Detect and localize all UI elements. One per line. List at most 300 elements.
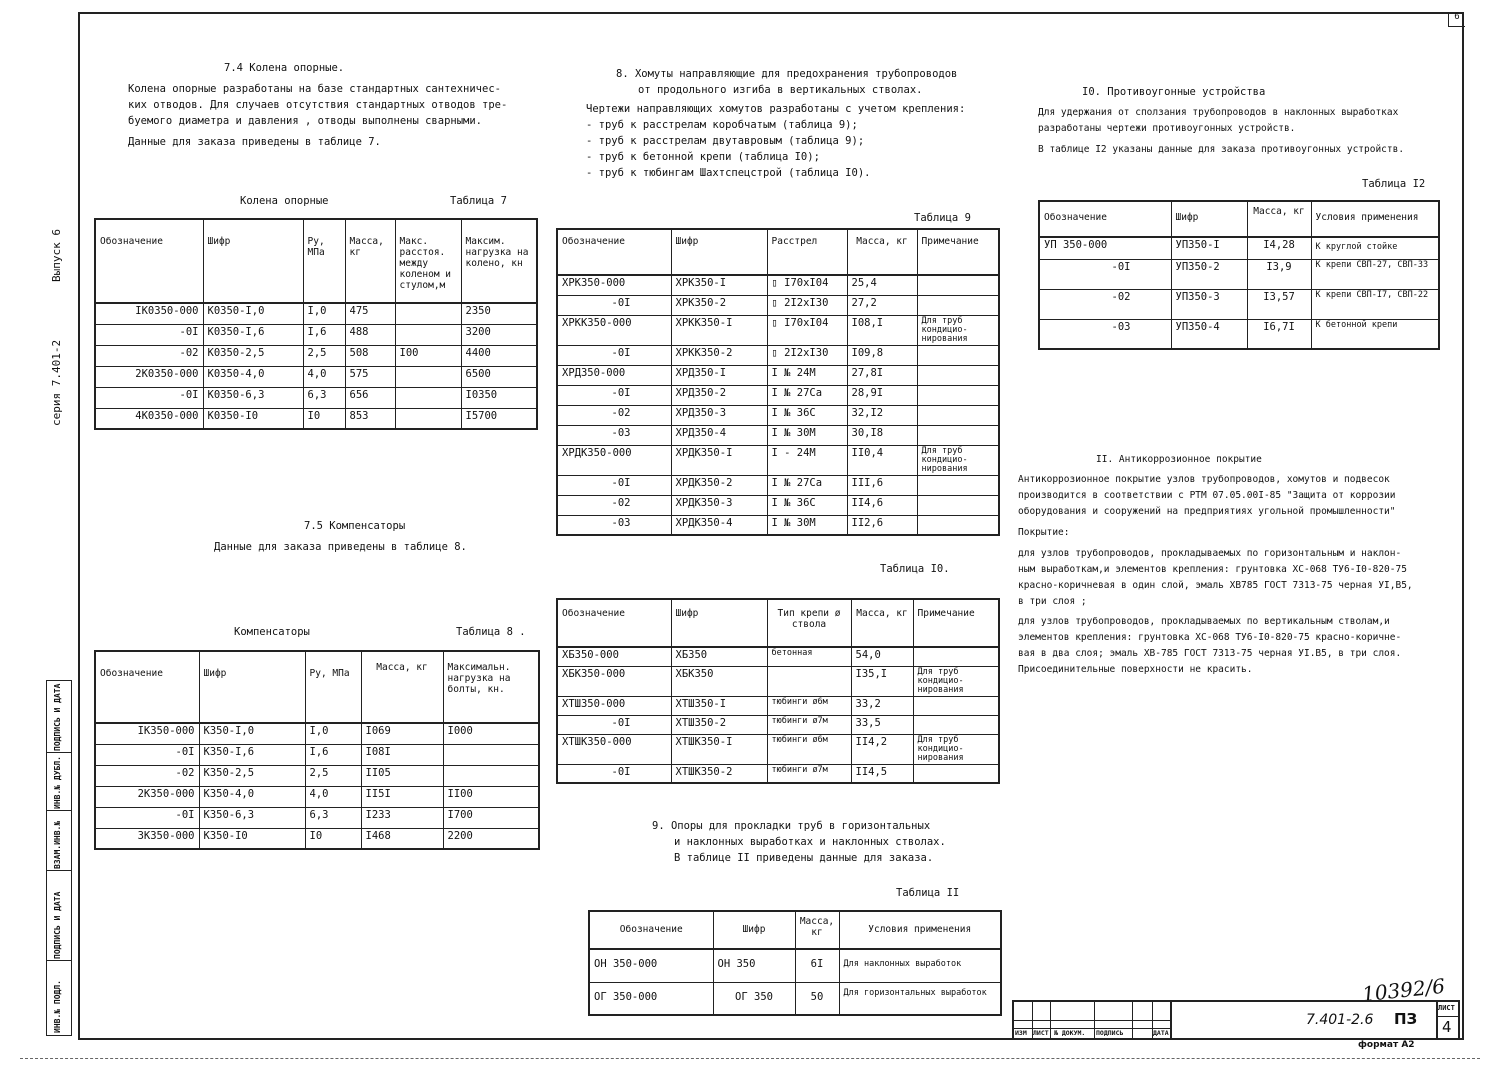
table-cell: Для труб кондицио-нирования xyxy=(917,315,999,345)
table8-header: Шифр xyxy=(199,651,305,723)
table-cell: XPД350-2 xyxy=(671,385,767,405)
table-cell xyxy=(395,387,461,408)
table-cell: 2K0350-000 xyxy=(95,366,203,387)
table-10 xyxy=(556,598,1000,784)
table-row xyxy=(95,366,537,387)
table-cell: УП350-4 xyxy=(1171,319,1247,349)
section-11-line: красно-коричневая в один слой, эмаль ХВ785 ГОСТ 7313-75 черная УI,В5, xyxy=(1018,580,1413,591)
table12-number: Таблица I2 xyxy=(1362,178,1426,190)
section-9-line: В таблице II приведены данные для заказа. xyxy=(674,852,934,864)
table-cell: II4,6 xyxy=(847,495,917,515)
table-cell: -0I xyxy=(557,715,671,734)
table-cell: 853 xyxy=(345,408,395,429)
section-10-line: разработаны чертежи противоугонных устройств. xyxy=(1038,123,1296,134)
table-cell: 6,3 xyxy=(303,387,345,408)
stamp-label: ИНВ.№ ДУБЛ. xyxy=(53,756,62,809)
table-cell xyxy=(917,405,999,425)
table-cell xyxy=(443,765,539,786)
table-cell: III,6 xyxy=(847,475,917,495)
table-row xyxy=(557,425,999,445)
table-cell: К бетонной крепи xyxy=(1311,319,1439,349)
table-row xyxy=(557,295,999,315)
table-cell: I468 xyxy=(361,828,443,849)
table-cell: II5I xyxy=(361,786,443,807)
table-cell: -02 xyxy=(95,345,203,366)
section-11-title: II. Антикоррозионное покрытие xyxy=(1096,454,1262,465)
title-block xyxy=(1012,1000,1460,1040)
table8-number: Таблица 8 . xyxy=(456,626,526,638)
table11-header: Условия применения xyxy=(839,911,1001,949)
table-cell: I № 36C xyxy=(767,495,847,515)
table-cell: K0350-4,0 xyxy=(203,366,303,387)
table-cell: 6500 xyxy=(461,366,537,387)
table-cell: 2350 xyxy=(461,303,537,324)
table-cell: XPKK350-2 xyxy=(671,345,767,365)
table-cell: 3200 xyxy=(461,324,537,345)
table11-header: Обозначение xyxy=(589,911,713,949)
table-cell xyxy=(917,495,999,515)
table8-header: Максимальн. нагрузка на болты, кн. xyxy=(443,651,539,723)
section-11-line: для узлов трубопроводов, прокладываемых по вертикальным стволам,и xyxy=(1018,616,1390,627)
table-cell: Для труб кондицио-нирования xyxy=(917,445,999,475)
table-cell: XTШ350-I xyxy=(671,696,767,715)
table-row xyxy=(1039,289,1439,319)
table-row xyxy=(95,408,537,429)
stamp-label: ВЗАМ.ИНВ.№ xyxy=(53,820,62,869)
table-cell: I0350 xyxy=(461,387,537,408)
table-cell: I № 30M xyxy=(767,515,847,535)
table-row xyxy=(95,744,539,765)
table-11 xyxy=(588,910,1002,1016)
table-row xyxy=(557,764,999,783)
section-7-4-line: буемого диаметра и давления , отводы выполнены сварными. xyxy=(128,115,483,127)
table-cell: 2200 xyxy=(443,828,539,849)
table-cell: XPKK350-000 xyxy=(557,315,671,345)
section-7-4-title: 7.4 Колена опорные. xyxy=(224,62,345,74)
table-cell: XБ350 xyxy=(671,647,767,666)
table-cell: I000 xyxy=(443,723,539,744)
section-11-line: оборудования и сооружений на предприятиях угольной промышленности" xyxy=(1018,506,1396,517)
table-cell xyxy=(443,744,539,765)
table-cell xyxy=(395,303,461,324)
table-cell: II05 xyxy=(361,765,443,786)
table-cell: 27,8I xyxy=(847,365,917,385)
table-cell: -0I xyxy=(95,324,203,345)
table-cell: K0350-2,5 xyxy=(203,345,303,366)
table-row xyxy=(95,723,539,744)
table-cell: II2,6 xyxy=(847,515,917,535)
table-row xyxy=(557,495,999,515)
table-cell: I08I xyxy=(361,744,443,765)
table-cell: 25,4 xyxy=(847,275,917,295)
table-cell xyxy=(917,365,999,385)
table-row xyxy=(1039,259,1439,289)
series-label: серия 7.401-2 xyxy=(50,339,63,426)
section-8-line: - труб к бетонной крепи (таблица I0); xyxy=(586,151,820,163)
table-row xyxy=(589,949,1001,982)
table-cell xyxy=(917,515,999,535)
table-cell: Для наклонных выработок xyxy=(839,949,1001,982)
table10-header: Шифр xyxy=(671,599,767,647)
table-9 xyxy=(556,228,1000,536)
table-cell: -0I xyxy=(1039,259,1171,289)
table-cell xyxy=(395,324,461,345)
table-cell: 33,5 xyxy=(851,715,913,734)
table9-header: Расстрел xyxy=(767,229,847,275)
table7-header: Максим. нагрузка на колено, кн xyxy=(461,219,537,303)
title-block-col: ПОДПИСЬ xyxy=(1096,1029,1124,1037)
section-11-line: в три слоя ; xyxy=(1018,596,1087,607)
table-cell: ▯ 2I2xI30 xyxy=(767,345,847,365)
table-cell: К круглой стойке xyxy=(1311,237,1439,259)
title-block-code: 7.401-2.6 xyxy=(1306,1012,1374,1028)
table-cell xyxy=(767,666,851,696)
section-8-title: от продольного изгиба в вертикальных стволах. xyxy=(638,84,923,96)
table-row xyxy=(95,387,537,408)
table-cell: ▯ 2I2xI30 xyxy=(767,295,847,315)
section-7-4-line: Данные для заказа приведены в таблице 7. xyxy=(128,136,381,148)
table-cell: Для труб кондицио-нирования xyxy=(913,734,999,764)
table-cell: 28,9I xyxy=(847,385,917,405)
table-cell: XPK350-000 xyxy=(557,275,671,295)
approval-stamp xyxy=(46,680,72,1036)
side-labels xyxy=(36,210,86,460)
table-cell: I - 24M xyxy=(767,445,847,475)
table-cell: -0I xyxy=(557,295,671,315)
table-cell: K350-4,0 xyxy=(199,786,305,807)
table-cell: OГ 350 xyxy=(713,982,795,1015)
section-10-line: В таблице I2 указаны данные для заказа противоугонных устройств. xyxy=(1038,144,1405,155)
table7-number: Таблица 7 xyxy=(450,195,507,207)
table7-header: Макс. расстоя. между коленом и стулом,м xyxy=(395,219,461,303)
table-cell: 4K0350-000 xyxy=(95,408,203,429)
section-10-line: Для удержания от сползания трубопроводов в наклонных выработках xyxy=(1038,107,1399,118)
table11-header: Масса, кг xyxy=(795,911,839,949)
table-cell: 6I xyxy=(795,949,839,982)
section-7-4-line: Колена опорные разработаны на базе стандартных сантехничес- xyxy=(128,83,501,95)
sheet-edge xyxy=(20,1058,1480,1059)
table-cell: 475 xyxy=(345,303,395,324)
table10-header: Обозначение xyxy=(557,599,671,647)
table-row xyxy=(557,666,999,696)
table-row xyxy=(557,365,999,385)
table-cell: II0,4 xyxy=(847,445,917,475)
table-cell: -03 xyxy=(557,515,671,535)
table-cell: 656 xyxy=(345,387,395,408)
title-block-col: № ДОКУМ. xyxy=(1054,1029,1086,1037)
table-cell: I № 30M xyxy=(767,425,847,445)
table12-header: Масса, кг xyxy=(1247,201,1311,237)
table-cell: I3,57 xyxy=(1247,289,1311,319)
table7-caption: Колена опорные xyxy=(240,195,329,207)
section-11-line: производится в соответствии с РТМ 07.05.00I-85 "Защита от коррозии xyxy=(1018,490,1396,501)
table12-header: Условия применения xyxy=(1311,201,1439,237)
table8-caption: Компенсаторы xyxy=(234,626,310,638)
table-row xyxy=(589,982,1001,1015)
table-cell: -02 xyxy=(557,405,671,425)
table-cell: K350-2,5 xyxy=(199,765,305,786)
table9-number: Таблица 9 xyxy=(914,212,971,224)
table-row xyxy=(557,385,999,405)
stamp-label: ИНВ.№ ПОДЛ. xyxy=(53,980,62,1033)
table-cell: I,6 xyxy=(303,324,345,345)
table8-header: Ру, МПа xyxy=(305,651,361,723)
table8-header: Масса, кг xyxy=(361,651,443,723)
table-cell: -0I xyxy=(557,764,671,783)
table9-header: Примечание xyxy=(917,229,999,275)
section-8-line: - труб к расстрелам двутавровым (таблица 9); xyxy=(586,135,865,147)
table-cell: K350-I,6 xyxy=(199,744,305,765)
table-row xyxy=(557,515,999,535)
table-cell: XPД350-4 xyxy=(671,425,767,445)
title-block-sheet-label: ЛИСТ xyxy=(1438,1004,1455,1012)
section-8-line: Чертежи направляющих хомутов разработаны с учетом крепления: xyxy=(586,103,966,115)
table-cell: K0350-I,0 xyxy=(203,303,303,324)
table-cell: I,6 xyxy=(305,744,361,765)
table-cell: XTШK350-000 xyxy=(557,734,671,764)
table-cell xyxy=(917,425,999,445)
section-9-line: 9. Опоры для прокладки труб в горизонтальных xyxy=(652,820,931,832)
table-cell: 575 xyxy=(345,366,395,387)
section-11-line: ным выработкам,и элементов крепления: грунтовка ХС-068 ТУ6-I0-820-75 xyxy=(1018,564,1407,575)
table-row xyxy=(557,696,999,715)
table-cell: бетонная xyxy=(767,647,851,666)
table-cell: XPДK350-I xyxy=(671,445,767,475)
table-cell: 4,0 xyxy=(303,366,345,387)
title-block-sheet: 4 xyxy=(1442,1018,1452,1036)
table-cell: К крепи СВП-27, СВП-33 xyxy=(1311,259,1439,289)
table-cell: I,0 xyxy=(305,723,361,744)
issue-label: Выпуск 6 xyxy=(50,229,63,282)
table-cell: 2K350-000 xyxy=(95,786,199,807)
table-cell: -0I xyxy=(95,807,199,828)
table8-header: Обозначение xyxy=(95,651,199,723)
table7-header: Шифр xyxy=(203,219,303,303)
table-row xyxy=(95,303,537,324)
table-cell: УП 350-000 xyxy=(1039,237,1171,259)
table-cell xyxy=(917,275,999,295)
table-7 xyxy=(94,218,538,430)
table10-header: Примечание xyxy=(913,599,999,647)
section-11-line: Антикоррозионное покрытие узлов трубопроводов, хомутов и подвесок xyxy=(1018,474,1390,485)
table-cell: II4,2 xyxy=(851,734,913,764)
table-cell: XБK350 xyxy=(671,666,767,696)
section-10-title: I0. Противоугонные устройства xyxy=(1082,86,1266,98)
table-cell: XБK350-000 xyxy=(557,666,671,696)
table-cell: ▯ I70xI04 xyxy=(767,275,847,295)
table-cell: XPДK350-4 xyxy=(671,515,767,535)
table-cell: XБ350-000 xyxy=(557,647,671,666)
section-7-5-line: Данные для заказа приведены в таблице 8. xyxy=(214,541,467,553)
table-8 xyxy=(94,650,540,850)
table-cell: 50 xyxy=(795,982,839,1015)
section-11-line: вая в два слоя; эмаль ХВ-785 ГОСТ 7313-75 черная УI.В5, в три слоя. xyxy=(1018,648,1402,659)
table-cell: 4,0 xyxy=(305,786,361,807)
table-row xyxy=(95,324,537,345)
table-cell xyxy=(913,715,999,734)
table-cell: I09,8 xyxy=(847,345,917,365)
table-cell xyxy=(917,475,999,495)
table-cell: -02 xyxy=(95,765,199,786)
table-cell: -0I xyxy=(95,744,199,765)
table-cell: -03 xyxy=(557,425,671,445)
table-cell: I00 xyxy=(395,345,461,366)
table-cell: 4400 xyxy=(461,345,537,366)
title-block-col: ЛИСТ xyxy=(1033,1029,1049,1037)
table-cell: XPK350-I xyxy=(671,275,767,295)
section-8-line: - труб к расстрелам коробчатым (таблица 9); xyxy=(586,119,858,131)
table-cell: XTШK350-I xyxy=(671,734,767,764)
table-row xyxy=(557,315,999,345)
title-block-col: ИЗМ xyxy=(1015,1029,1027,1037)
table-cell: тюбинги ø6м xyxy=(767,734,851,764)
table7-header: Масса, кг xyxy=(345,219,395,303)
table10-header: Масса, кг xyxy=(851,599,913,647)
table12-header: Шифр xyxy=(1171,201,1247,237)
table-cell: I № 27Ca xyxy=(767,475,847,495)
table-cell: XPДK350-2 xyxy=(671,475,767,495)
table-cell: I0 xyxy=(305,828,361,849)
table-cell xyxy=(395,408,461,429)
table-cell: XTШ350-000 xyxy=(557,696,671,715)
table-cell: OH 350-000 xyxy=(589,949,713,982)
table-cell: II4,5 xyxy=(851,764,913,783)
table-cell: IK350-000 xyxy=(95,723,199,744)
table-cell: K0350-I0 xyxy=(203,408,303,429)
table-cell: IK0350-000 xyxy=(95,303,203,324)
table-cell xyxy=(913,764,999,783)
sheet-number-box: 6 xyxy=(1448,12,1465,27)
table-cell: 27,2 xyxy=(847,295,917,315)
table-row xyxy=(557,715,999,734)
table-cell: I № 24M xyxy=(767,365,847,385)
table-cell: -0I xyxy=(557,385,671,405)
table-cell: I35,I xyxy=(851,666,913,696)
table11-header: Шифр xyxy=(713,911,795,949)
table-row xyxy=(557,345,999,365)
section-11-line: для узлов трубопроводов, прокладываемых по горизонтальным и наклон- xyxy=(1018,548,1402,559)
table-cell: I,0 xyxy=(303,303,345,324)
table-cell: K0350-6,3 xyxy=(203,387,303,408)
table-cell: I4,28 xyxy=(1247,237,1311,259)
table-row xyxy=(557,734,999,764)
table-cell: -0I xyxy=(557,345,671,365)
table-cell: 2,5 xyxy=(303,345,345,366)
section-9-line: и наклонных выработках и наклонных стволах. xyxy=(674,836,946,848)
table-cell: I08,I xyxy=(847,315,917,345)
table-cell: XPДK350-000 xyxy=(557,445,671,475)
table-cell xyxy=(917,295,999,315)
table-cell: XPДK350-3 xyxy=(671,495,767,515)
table-cell: XPД350-000 xyxy=(557,365,671,385)
table-cell xyxy=(917,345,999,365)
table-row xyxy=(95,765,539,786)
table9-header: Шифр xyxy=(671,229,767,275)
table-cell: K350-6,3 xyxy=(199,807,305,828)
stamp-label: ПОДПИСЬ И ДАТА xyxy=(53,683,62,751)
table-cell: 32,I2 xyxy=(847,405,917,425)
table-cell: XPД350-3 xyxy=(671,405,767,425)
table10-header: Тип крепи ø ствола xyxy=(767,599,851,647)
table9-header: Масса, кг xyxy=(847,229,917,275)
table-cell: OH 350 xyxy=(713,949,795,982)
table-cell xyxy=(913,696,999,715)
table-cell: XTШK350-2 xyxy=(671,764,767,783)
table12-header: Обозначение xyxy=(1039,201,1171,237)
table-cell: Для труб кондицио-нирования xyxy=(913,666,999,696)
table-row xyxy=(557,445,999,475)
table-cell: ▯ I70xI04 xyxy=(767,315,847,345)
table-cell xyxy=(395,366,461,387)
table-cell: K350-I0 xyxy=(199,828,305,849)
table-cell: Для горизонтальных выработок xyxy=(839,982,1001,1015)
section-8-line: - труб к тюбингам Шахтспецстрой (таблица I0). xyxy=(586,167,871,179)
table7-header: Ру, МПа xyxy=(303,219,345,303)
title-block-part: ПЗ xyxy=(1394,1010,1418,1028)
table-cell: 3K350-000 xyxy=(95,828,199,849)
stamp-label: ПОДПИСЬ И ДАТА xyxy=(53,891,62,959)
table-row xyxy=(95,345,537,366)
table-cell: K350-I,0 xyxy=(199,723,305,744)
table10-number: Таблица I0. xyxy=(880,563,950,575)
table9-header: Обозначение xyxy=(557,229,671,275)
table-cell: -02 xyxy=(1039,289,1171,319)
table-cell: К крепи СВП-I7, СВП-22 xyxy=(1311,289,1439,319)
table-cell: OГ 350-000 xyxy=(589,982,713,1015)
section-8-title: 8. Хомуты направляющие для предохранения трубопроводов xyxy=(616,68,958,80)
table-cell: K0350-I,6 xyxy=(203,324,303,345)
table-cell xyxy=(913,647,999,666)
table-cell: тюбинги ø7м xyxy=(767,715,851,734)
table-cell: I3,9 xyxy=(1247,259,1311,289)
format-label: формат А2 xyxy=(1358,1040,1415,1050)
section-7-5-title: 7.5 Компенсаторы xyxy=(304,520,406,532)
table-cell: I6,7I xyxy=(1247,319,1311,349)
table-cell: УП350-3 xyxy=(1171,289,1247,319)
table-cell: 2,5 xyxy=(305,765,361,786)
table11-number: Таблица II xyxy=(896,887,960,899)
table-row xyxy=(95,786,539,807)
table-cell: 33,2 xyxy=(851,696,913,715)
table-row xyxy=(1039,237,1439,259)
table-cell: -0I xyxy=(557,475,671,495)
table-12 xyxy=(1038,200,1440,350)
table-cell: -0I xyxy=(95,387,203,408)
section-11-line: Покрытие: xyxy=(1018,527,1070,538)
table-cell: 488 xyxy=(345,324,395,345)
table-cell: I5700 xyxy=(461,408,537,429)
section-11-line: элементов крепления: грунтовка ХС-068 ТУ6-I0-820-75 красно-коричне- xyxy=(1018,632,1402,643)
table-cell: 508 xyxy=(345,345,395,366)
table-cell: I № 27Ca xyxy=(767,385,847,405)
table-cell: 6,3 xyxy=(305,807,361,828)
title-block-col: ДАТА xyxy=(1153,1029,1169,1037)
table-row xyxy=(1039,319,1439,349)
table-cell: I0 xyxy=(303,408,345,429)
table-row xyxy=(557,475,999,495)
table-cell: -03 xyxy=(1039,319,1171,349)
table-cell: XPKK350-I xyxy=(671,315,767,345)
table-cell: тюбинги ø6м xyxy=(767,696,851,715)
table-cell: XPK350-2 xyxy=(671,295,767,315)
table-cell: I233 xyxy=(361,807,443,828)
table-cell: 30,I8 xyxy=(847,425,917,445)
table-cell: I069 xyxy=(361,723,443,744)
table-row xyxy=(95,828,539,849)
table-cell: I № 36C xyxy=(767,405,847,425)
table-cell: II00 xyxy=(443,786,539,807)
table-cell: XPД350-I xyxy=(671,365,767,385)
